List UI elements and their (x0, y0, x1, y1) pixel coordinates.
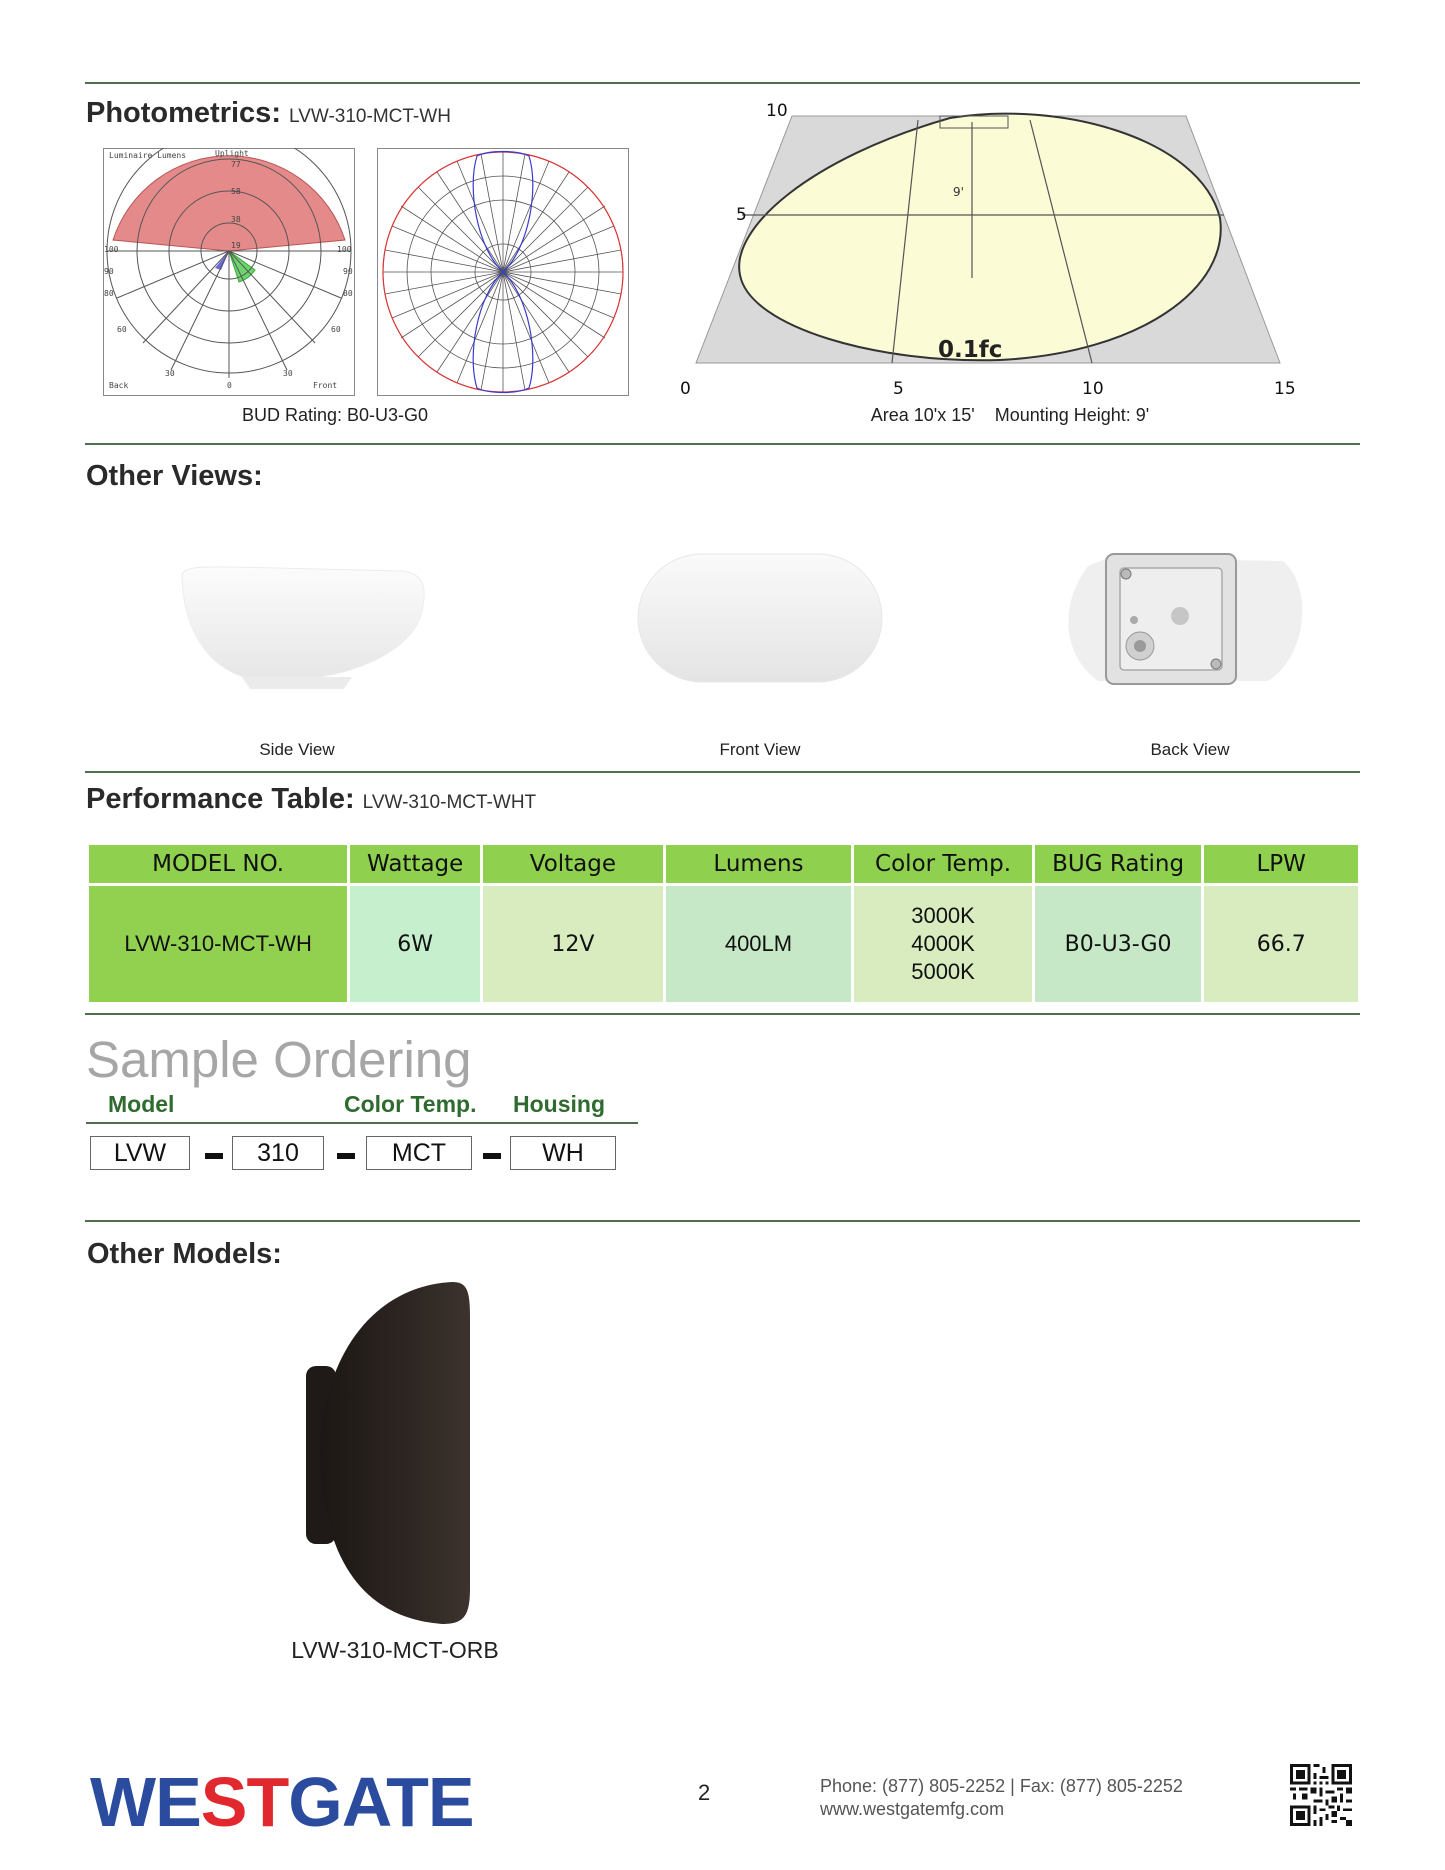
logo-letter: E (155, 1763, 201, 1841)
logo-letter: A (341, 1763, 387, 1841)
angle-label: 100 (337, 245, 352, 254)
side-view-image (172, 565, 432, 695)
bud-rating: BUD Rating: B0-U3-G0 (241, 405, 429, 425)
table-row (88, 885, 1360, 1004)
ring-label: 19 (231, 241, 241, 250)
color-temp-value: 5000K (911, 959, 975, 984)
ordering-box-series: 310 (232, 1136, 324, 1170)
photometrics-model: LVW-310-MCT-WH (289, 106, 451, 127)
logo-letter: S (200, 1763, 247, 1841)
qr-code-icon (1290, 1764, 1352, 1826)
ring-label: 58 (231, 187, 241, 196)
other-models-title: Other Models: (87, 1238, 282, 1270)
header-voltage: Voltage (482, 844, 665, 885)
color-temp-value: 3000K (911, 903, 975, 928)
page-number: 2 (698, 1780, 711, 1805)
cell-color-temp (853, 885, 1034, 1004)
cell-voltage: 12V (482, 885, 665, 1004)
ring-label: 38 (231, 215, 241, 224)
logo-letter: G (288, 1763, 342, 1841)
height-mark: 9' (953, 185, 964, 199)
angle-label: 90 (343, 267, 353, 276)
label-front: Front (313, 381, 338, 390)
x-tick: 10 (1082, 379, 1104, 399)
logo-red-accent (218, 1769, 264, 1827)
ordering-dash (483, 1153, 501, 1159)
rule-performance (85, 771, 1360, 773)
angle-label: 80 (104, 289, 114, 298)
angle-label: 80 (343, 289, 353, 298)
logo-letter: E (427, 1763, 474, 1841)
y-tick: 5 (736, 205, 747, 225)
label-uplight: Uplight (215, 149, 249, 158)
ordering-dash (337, 1153, 355, 1159)
performance-title: Performance Table: LVW-310-MCT-WHT (86, 783, 537, 815)
x-tick: 5 (893, 379, 904, 399)
candela-polar-plot (377, 148, 629, 396)
footer-fax: | Fax: (877) 805-2252 (1010, 1776, 1183, 1796)
label-luminaire-lumens: Luminaire Lumens (109, 151, 187, 160)
performance-table (86, 842, 1361, 1005)
side-view-caption: Side View (259, 740, 335, 759)
ordering-box-color-temp: MCT (366, 1136, 472, 1170)
angle-label: 30 (165, 369, 175, 378)
contour-label: 0.1fc (938, 337, 1003, 363)
footer-website: www.westgatemfg.com (820, 1799, 1005, 1819)
photometrics-title: Photometrics: LVW-310-MCT-WH (86, 97, 451, 129)
cell-bug-rating: B0-U3-G0 (1033, 885, 1203, 1004)
ordering-label-color-temp: Color Temp. (344, 1091, 477, 1117)
header-color-temp: Color Temp. (853, 844, 1034, 885)
angle-label: 0 (227, 381, 232, 390)
cell-lpw: 66.7 (1203, 885, 1360, 1004)
angle-label: 60 (117, 325, 127, 334)
ordering-underline (86, 1122, 638, 1124)
ordering-box-model: LVW (90, 1136, 190, 1170)
other-model-caption: LVW-310-MCT-ORB (291, 1637, 499, 1663)
angle-label: 90 (104, 267, 114, 276)
sample-ordering-title: Sample Ordering (86, 1031, 472, 1088)
ordering-label-model: Model (108, 1091, 175, 1117)
top-rule (85, 82, 1360, 84)
rule-other-models (85, 1220, 1360, 1222)
front-view-caption: Front View (719, 740, 801, 759)
angle-label: 60 (331, 325, 341, 334)
westgate-logo-text (90, 1763, 474, 1841)
table-header-row (88, 844, 1360, 885)
angle-label: 100 (104, 245, 119, 254)
back-view-caption: Back View (1150, 740, 1230, 759)
footer-contact (820, 1776, 1183, 1797)
westgate-logo (90, 1762, 474, 1842)
back-view-image (1068, 546, 1308, 691)
color-temp-value: 4000K (911, 931, 975, 956)
ring-label: 77 (231, 160, 241, 169)
ordering-dash (205, 1153, 223, 1159)
label-back: Back (109, 381, 129, 390)
front-view-image (630, 548, 890, 688)
cell-model: LVW-310-MCT-WH (88, 885, 349, 1004)
iso-caption (780, 405, 1240, 426)
logo-letter: T (386, 1763, 428, 1841)
isofootcandle-plot (680, 98, 1320, 403)
header-model: MODEL NO. (88, 844, 349, 885)
rule-other-views (85, 443, 1360, 445)
mounting-height-caption: Mounting Height: 9' (994, 405, 1150, 425)
cell-wattage: 6W (349, 885, 482, 1004)
other-views-title: Other Views: (86, 460, 263, 492)
header-lpw: LPW (1203, 844, 1360, 885)
header-lumens: Lumens (664, 844, 853, 885)
y-tick: 10 (766, 101, 788, 121)
header-wattage: Wattage (349, 844, 482, 885)
ordering-label-housing: Housing (513, 1091, 605, 1117)
logo-letter: T (246, 1763, 289, 1841)
ordering-box-housing: WH (510, 1136, 616, 1170)
rule-ordering (85, 1013, 1360, 1015)
x-tick: 15 (1274, 379, 1296, 399)
luminaire-lumens-diagram (103, 148, 355, 396)
area-caption: Area 10'x 15' (870, 405, 975, 425)
x-tick: 0 (680, 379, 691, 399)
orb-fixture-image (302, 1278, 472, 1628)
logo-letter: W (90, 1763, 156, 1841)
footer-phone: Phone: (877) 805-2252 (820, 1776, 1006, 1796)
header-bug-rating: BUG Rating (1033, 844, 1203, 885)
performance-model: LVW-310-MCT-WHT (362, 792, 537, 813)
cell-lumens: 400LM (664, 885, 853, 1004)
angle-label: 30 (283, 369, 293, 378)
